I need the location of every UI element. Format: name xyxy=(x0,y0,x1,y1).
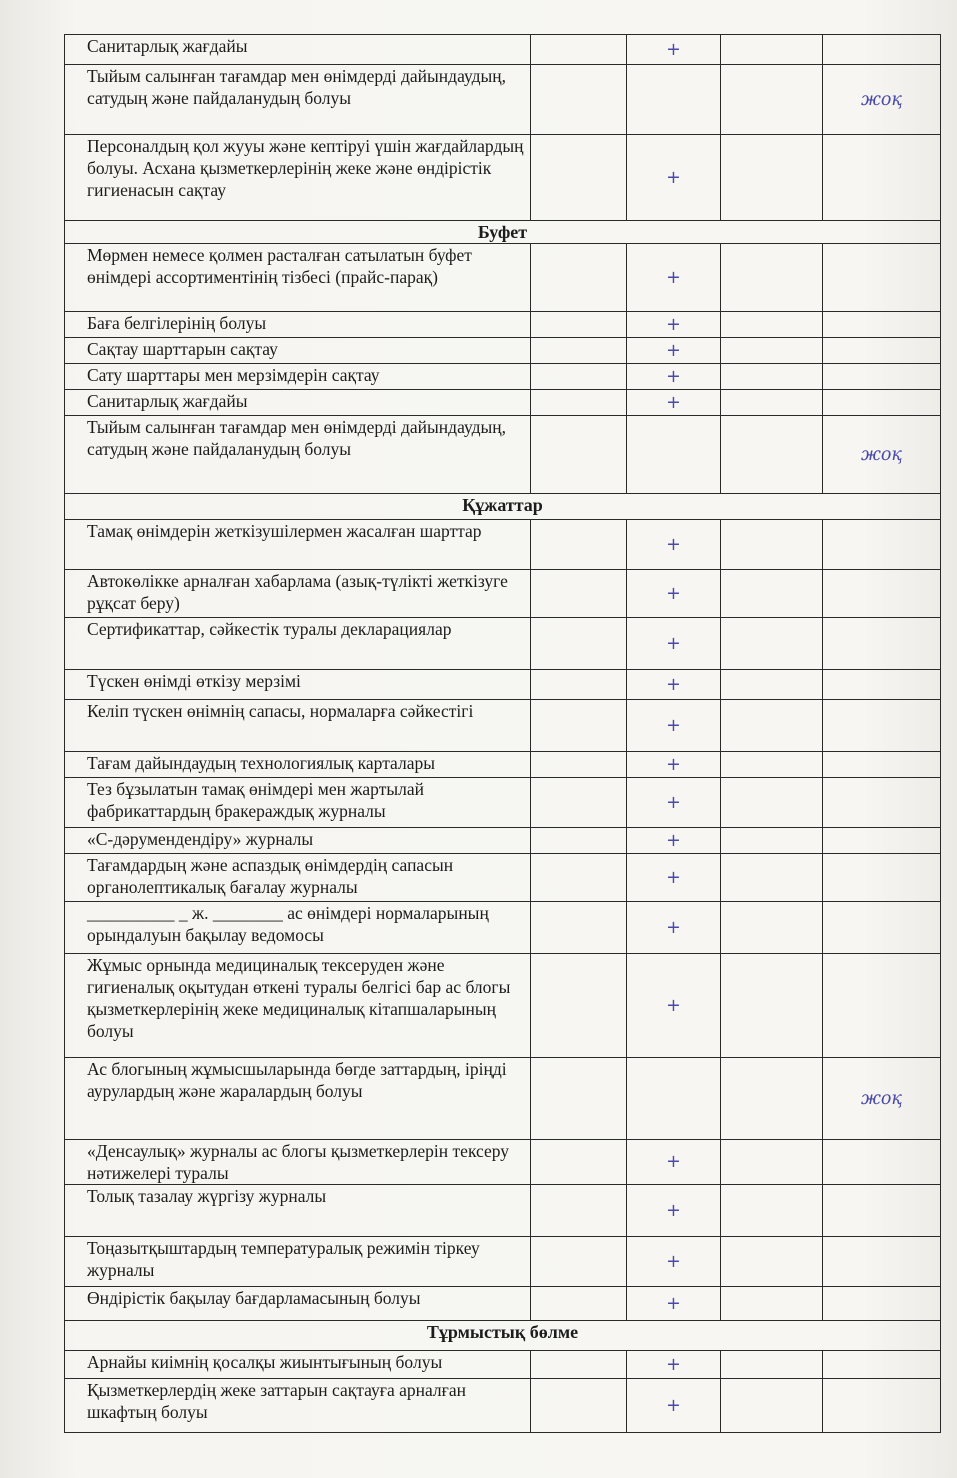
handwritten-plus-mark: + xyxy=(627,390,721,416)
empty-cell xyxy=(721,1058,823,1140)
handwritten-note xyxy=(823,752,941,778)
checklist-row xyxy=(65,416,941,494)
empty-cell xyxy=(721,520,823,570)
empty-cell xyxy=(721,35,823,65)
checklist-row xyxy=(65,1140,941,1185)
checklist-row xyxy=(65,390,941,416)
handwritten-note xyxy=(823,338,941,364)
empty-cell xyxy=(531,954,627,1058)
empty-cell xyxy=(531,1058,627,1140)
handwritten-plus-mark: + xyxy=(627,520,721,570)
criterion-label: Толық тазалау жүргізу журналы xyxy=(65,1185,531,1237)
empty-cell xyxy=(721,1237,823,1287)
criterion-label: Сақтау шарттарын сақтау xyxy=(65,338,531,364)
handwritten-note xyxy=(823,1185,941,1237)
handwritten-plus-mark: + xyxy=(627,854,721,902)
handwritten-plus-mark xyxy=(627,1058,721,1140)
handwritten-note xyxy=(823,570,941,618)
handwritten-plus-mark: + xyxy=(627,570,721,618)
checklist-row xyxy=(65,778,941,828)
empty-cell xyxy=(721,700,823,752)
checklist-row xyxy=(65,244,941,312)
checklist-row xyxy=(65,752,941,778)
empty-cell xyxy=(531,1140,627,1185)
handwritten-note: жоқ xyxy=(823,65,941,135)
empty-cell xyxy=(531,1287,627,1321)
criterion-label: __________ _ ж. ________ ас өнімдері нормаларының орындалуын бақылау ведомосы xyxy=(65,902,531,954)
handwritten-note xyxy=(823,902,941,954)
criterion-label: Тез бұзылатын тамақ өнімдері мен жартылай фабрикаттардың бракераждық журналы xyxy=(65,778,531,828)
empty-cell xyxy=(721,828,823,854)
empty-cell xyxy=(531,778,627,828)
criterion-label: Тамақ өнімдерін жеткізушілермен жасалған шарттар xyxy=(65,520,531,570)
empty-cell xyxy=(721,570,823,618)
handwritten-note xyxy=(823,954,941,1058)
empty-cell xyxy=(531,854,627,902)
empty-cell xyxy=(531,902,627,954)
empty-cell xyxy=(721,1287,823,1321)
criterion-label: Санитарлық жағдайы xyxy=(65,390,531,416)
handwritten-plus-mark: + xyxy=(627,700,721,752)
criterion-label: Сертификаттар, сәйкестік туралы декларациялар xyxy=(65,618,531,670)
handwritten-note: жоқ xyxy=(823,416,941,494)
section-header xyxy=(65,221,941,244)
empty-cell xyxy=(531,828,627,854)
section-title: Құжаттар xyxy=(65,494,941,520)
criterion-label: Мөрмен немесе қолмен расталған сатылатын буфет өнімдері ассортиментінің тізбесі (прайс-парақ) xyxy=(65,244,531,312)
handwritten-plus-mark: + xyxy=(627,1237,721,1287)
empty-cell xyxy=(721,364,823,390)
checklist-row xyxy=(65,828,941,854)
handwritten-note xyxy=(823,1351,941,1379)
empty-cell xyxy=(531,364,627,390)
empty-cell xyxy=(721,416,823,494)
criterion-label: Тағам дайындаудың технологиялық карталары xyxy=(65,752,531,778)
handwritten-note xyxy=(823,135,941,221)
section-header xyxy=(65,1321,941,1351)
checklist-table xyxy=(64,34,941,1433)
empty-cell xyxy=(721,854,823,902)
handwritten-plus-mark: + xyxy=(627,1140,721,1185)
criterion-label: Сату шарттары мен мерзімдерін сақтау xyxy=(65,364,531,390)
empty-cell xyxy=(721,618,823,670)
handwritten-plus-mark: + xyxy=(627,1287,721,1321)
handwritten-note xyxy=(823,618,941,670)
empty-cell xyxy=(721,338,823,364)
empty-cell xyxy=(721,244,823,312)
empty-cell xyxy=(531,1351,627,1379)
criterion-label: «С-дәрумендендіру» журналы xyxy=(65,828,531,854)
checklist-body xyxy=(65,35,941,1433)
criterion-label: Тағамдардың және аспаздық өнімдердің сапасын органолептикалық бағалау журналы xyxy=(65,854,531,902)
checklist-row xyxy=(65,902,941,954)
handwritten-plus-mark: + xyxy=(627,618,721,670)
handwritten-plus-mark: + xyxy=(627,752,721,778)
section-title: Буфет xyxy=(65,221,941,244)
empty-cell xyxy=(721,1185,823,1237)
checklist-row xyxy=(65,618,941,670)
empty-cell xyxy=(531,135,627,221)
handwritten-note: жоқ xyxy=(823,1058,941,1140)
handwritten-plus-mark: + xyxy=(627,135,721,221)
handwritten-note xyxy=(823,35,941,65)
handwritten-plus-mark: + xyxy=(627,1379,721,1433)
handwritten-note xyxy=(823,670,941,700)
empty-cell xyxy=(531,338,627,364)
criterion-label: Ас блогының жұмысшыларында бөгде заттардың, іріңді аурулардың және жаралардың болуы xyxy=(65,1058,531,1140)
empty-cell xyxy=(531,1379,627,1433)
checklist-row xyxy=(65,700,941,752)
checklist-row xyxy=(65,854,941,902)
handwritten-plus-mark: + xyxy=(627,1351,721,1379)
empty-cell xyxy=(531,244,627,312)
empty-cell xyxy=(531,312,627,338)
handwritten-note xyxy=(823,1287,941,1321)
handwritten-note xyxy=(823,312,941,338)
empty-cell xyxy=(721,1140,823,1185)
empty-cell xyxy=(531,65,627,135)
checklist-row xyxy=(65,954,941,1058)
criterion-label: Тыйым салынған тағамдар мен өнімдерді дайындаудың, сатудың және пайдаланудың болуы xyxy=(65,416,531,494)
handwritten-note xyxy=(823,1237,941,1287)
empty-cell xyxy=(531,700,627,752)
handwritten-plus-mark: + xyxy=(627,1185,721,1237)
handwritten-note xyxy=(823,778,941,828)
handwritten-plus-mark xyxy=(627,65,721,135)
checklist-row xyxy=(65,135,941,221)
checklist-row xyxy=(65,1287,941,1321)
empty-cell xyxy=(531,1237,627,1287)
handwritten-plus-mark: + xyxy=(627,902,721,954)
criterion-label: Өндірістік бақылау бағдарламасының болуы xyxy=(65,1287,531,1321)
criterion-label: Келіп түскен өнімнің сапасы, нормаларға сәйкестігі xyxy=(65,700,531,752)
checklist-row xyxy=(65,670,941,700)
empty-cell xyxy=(721,1379,823,1433)
empty-cell xyxy=(721,902,823,954)
empty-cell xyxy=(531,416,627,494)
checklist-row xyxy=(65,35,941,65)
handwritten-note xyxy=(823,1140,941,1185)
empty-cell xyxy=(721,954,823,1058)
empty-cell xyxy=(531,618,627,670)
handwritten-note xyxy=(823,390,941,416)
checklist-row xyxy=(65,65,941,135)
checklist-row xyxy=(65,570,941,618)
empty-cell xyxy=(531,1185,627,1237)
empty-cell xyxy=(531,35,627,65)
checklist-row xyxy=(65,1379,941,1433)
criterion-label: Персоналдың қол жууы және кептіруі үшін жағдайлардың болуы. Асхана қызметкерлерінің жеке және өндірістік гигиенасын сақтау xyxy=(65,135,531,221)
handwritten-note xyxy=(823,244,941,312)
empty-cell xyxy=(721,778,823,828)
criterion-label: Жұмыс орнында медициналық тексеруден және гигиеналық оқытудан өткені туралы белгісі бар ас блогы қызметкерлерінің жеке медициналық кітапшаларының болуы xyxy=(65,954,531,1058)
checklist-row xyxy=(65,520,941,570)
criterion-label: Тоңазытқыштардың температуралық режимін тіркеу журналы xyxy=(65,1237,531,1287)
criterion-label: Арнайы киімнің қосалқы жиынтығының болуы xyxy=(65,1351,531,1379)
criterion-label: Тыйым салынған тағамдар мен өнімдерді дайындаудың, сатудың және пайдаланудың болуы xyxy=(65,65,531,135)
empty-cell xyxy=(531,390,627,416)
empty-cell xyxy=(721,312,823,338)
handwritten-plus-mark: + xyxy=(627,828,721,854)
empty-cell xyxy=(721,670,823,700)
empty-cell xyxy=(721,390,823,416)
empty-cell xyxy=(721,752,823,778)
checklist-row xyxy=(65,364,941,390)
handwritten-plus-mark: + xyxy=(627,364,721,390)
handwritten-note xyxy=(823,700,941,752)
empty-cell xyxy=(531,752,627,778)
criterion-label: Баға белгілерінің болуы xyxy=(65,312,531,338)
handwritten-note xyxy=(823,520,941,570)
handwritten-plus-mark: + xyxy=(627,670,721,700)
checklist-row xyxy=(65,1058,941,1140)
section-title: Тұрмыстық бөлме xyxy=(65,1321,941,1351)
checklist-row xyxy=(65,1351,941,1379)
handwritten-note xyxy=(823,854,941,902)
empty-cell xyxy=(531,520,627,570)
empty-cell xyxy=(721,1351,823,1379)
criterion-label: Автокөлікке арналған хабарлама (азық-түлікті жеткізуге рұқсат беру) xyxy=(65,570,531,618)
handwritten-plus-mark: + xyxy=(627,35,721,65)
handwritten-plus-mark xyxy=(627,416,721,494)
section-header xyxy=(65,494,941,520)
checklist-row xyxy=(65,1185,941,1237)
checklist-row xyxy=(65,312,941,338)
criterion-label: «Денсаулық» журналы ас блогы қызметкерлерін тексеру нәтижелері туралы xyxy=(65,1140,531,1185)
handwritten-note xyxy=(823,828,941,854)
handwritten-plus-mark: + xyxy=(627,244,721,312)
criterion-label: Түскен өнімді өткізу мерзімі xyxy=(65,670,531,700)
empty-cell xyxy=(721,135,823,221)
criterion-label: Санитарлық жағдайы xyxy=(65,35,531,65)
handwritten-note xyxy=(823,1379,941,1433)
checklist-row xyxy=(65,1237,941,1287)
empty-cell xyxy=(531,670,627,700)
handwritten-plus-mark: + xyxy=(627,312,721,338)
checklist-row xyxy=(65,338,941,364)
criterion-label: Қызметкерлердің жеке заттарын сақтауға арналған шкафтың болуы xyxy=(65,1379,531,1433)
empty-cell xyxy=(721,65,823,135)
handwritten-plus-mark: + xyxy=(627,778,721,828)
empty-cell xyxy=(531,570,627,618)
handwritten-plus-mark: + xyxy=(627,954,721,1058)
handwritten-plus-mark: + xyxy=(627,338,721,364)
handwritten-note xyxy=(823,364,941,390)
